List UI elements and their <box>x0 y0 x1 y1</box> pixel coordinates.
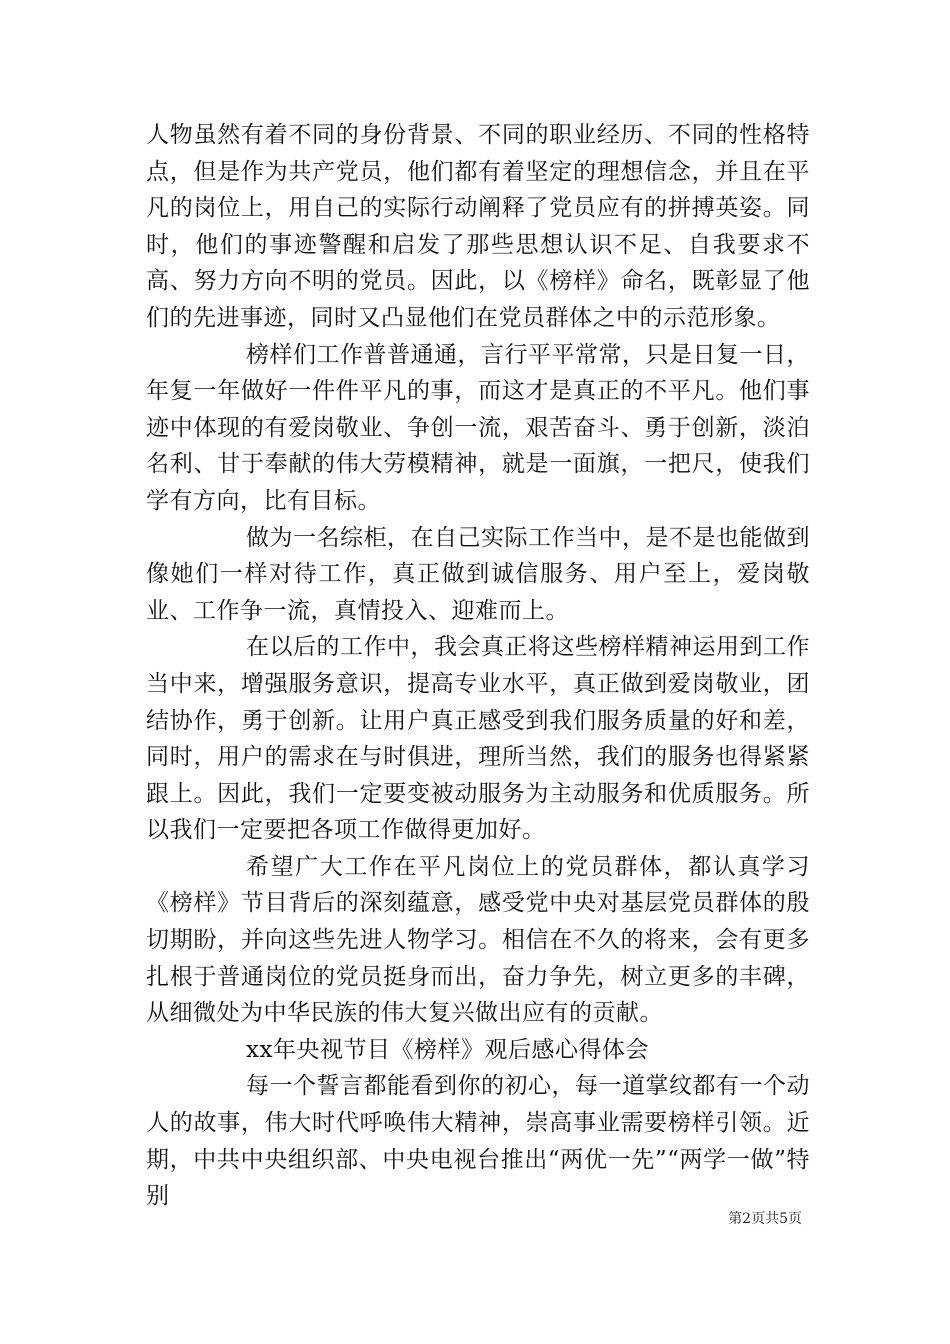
page-number: 第2页共5页 <box>728 1211 802 1227</box>
paragraph-1: 人物虽然有着不同的身份背景、不同的职业经历、不同的性格特点，但是作为共产党员，他们都有着坚定的理想信念，并且在平凡的岗位上，用自己的实际行动阐释了党员应有的拼搏英姿。同时，他们的事迹警醒和启发了那些思想认识不足、自我要求不高、努力方向不明的党员。因此，以《榜样》命名，既彰显了他们的先进事迹，同时又凸显他们在党员群体之中的示范形象。 <box>146 122 810 331</box>
section-heading: xx年央视节目《榜样》观后感心得体会 <box>246 1036 649 1063</box>
paragraph-2: 榜样们工作普普通通，言行平平常常，只是日复一日，年复一年做好一件件平凡的事，而这才是真正的不平凡。他们事迹中体现的有爱岗敬业、争创一流，艰苦奋斗、勇于创新，淡泊名利、甘于奉献的伟大劳模精神，就是一面旗，一把尺，使我们学有方向，比有目标。 <box>146 341 810 514</box>
paragraph-4: 在以后的工作中，我会真正将这些榜样精神运用到工作当中来，增强服务意识，提高专业水平，真正做到爱岗敬业，团结协作，勇于创新。让用户真正感受到我们服务质量的好和差，同时，用户的需求在与时俱进，理所当然，我们的服务也得紧紧跟上。因此，我们一定要变被动服务为主动服务和优质服务。所以我们一定要把各项工作做得更加好。 <box>146 634 810 844</box>
paragraph-6: 每一个誓言都能看到你的初心，每一道掌纹都有一个动人的故事，伟大时代呼唤伟大精神，崇高事业需要榜样引领。近期，中共中央组织部、中央电视台推出“两优一先”“两学一做”特别 <box>146 1073 810 1210</box>
document-body <box>146 117 810 1215</box>
paragraph-3: 做为一名综柜，在自己实际工作当中，是不是也能做到像她们一样对待工作，真正做到诚信服务、用户至上，爱岗敬业、工作争一流，真情投入、迎难而上。 <box>146 524 810 624</box>
paragraph-5: 希望广大工作在平凡岗位上的党员群体，都认真学习《榜样》节目背后的深刻蕴意，感受党中央对基层党员群体的殷切期盼，并向这些先进人物学习。相信在不久的将来，会有更多扎根于普通岗位的党员挺身而出，奋力争先，树立更多的丰碑，从细微处为中华民族的伟大复兴做出应有的贡献。 <box>146 853 810 1027</box>
